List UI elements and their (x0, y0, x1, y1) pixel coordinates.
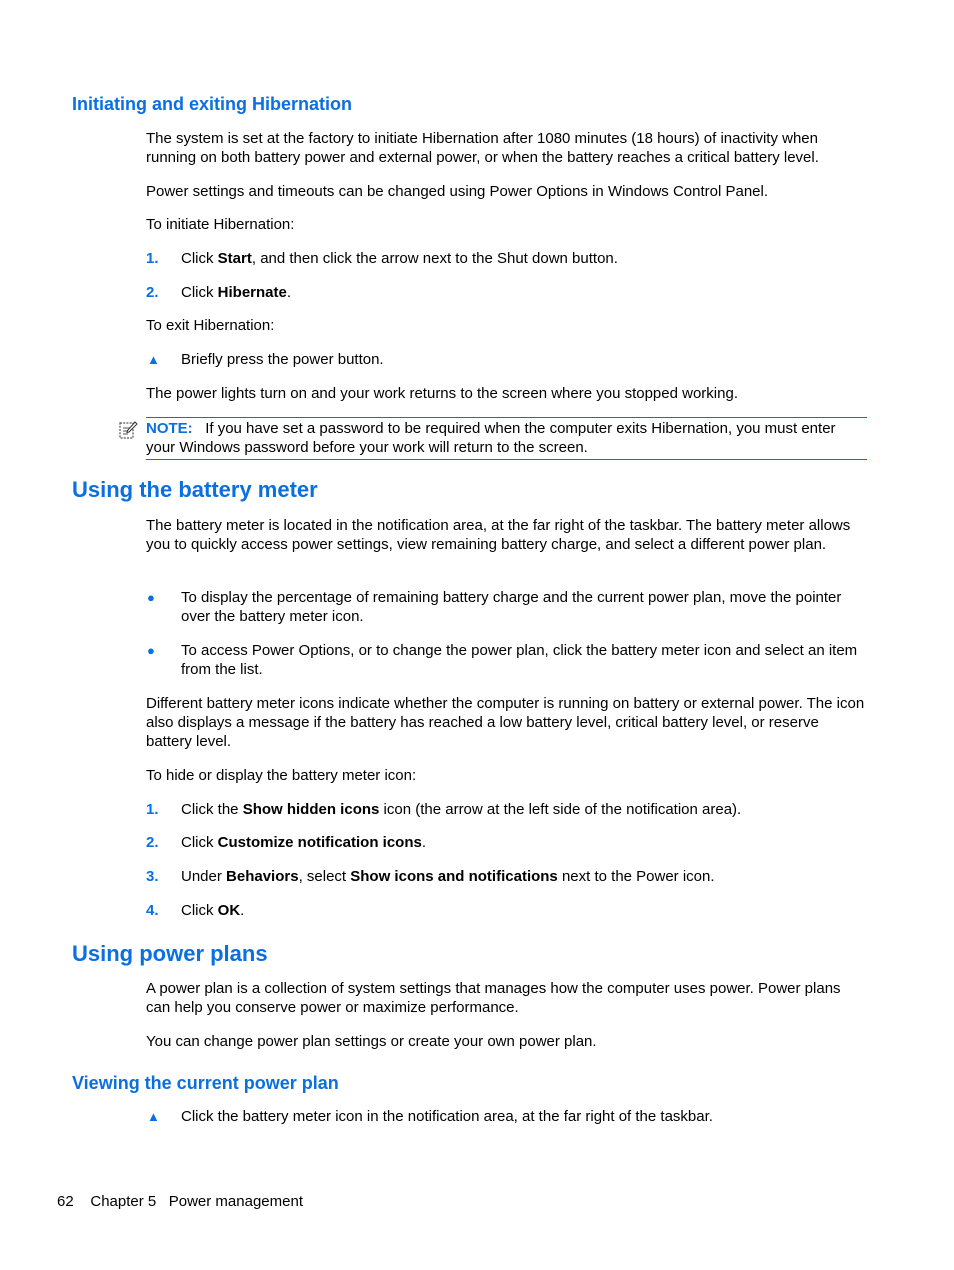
step-text: next to the Power icon. (557, 868, 715, 885)
hibernation-step-1 (181, 249, 867, 268)
step-text: Click (181, 834, 218, 851)
page-number: 62 (57, 1193, 74, 1210)
heading-using-battery-meter: Using the battery meter (72, 477, 318, 502)
step-number: 1. (146, 801, 159, 818)
battery-step-2 (181, 833, 867, 852)
hibernation-paragraph-2: Power settings and timeouts can be changed using Power Options in Windows Control Panel. (146, 183, 769, 200)
step-number: 1. (146, 250, 159, 267)
exit-intro: To exit Hibernation: (146, 317, 275, 334)
hibernation-step-2 (181, 283, 867, 302)
battery-meter-bullet-1: To display the percentage of remaining battery charge and the current power plan, move the pointer over the battery meter icon. (181, 589, 842, 625)
note-text: If you have set a password to be required when the computer exits Hibernation, you must enter your Windows password before your work will return to the screen. (146, 420, 836, 456)
heading-viewing-current-power-plan: Viewing the current power plan (72, 1073, 339, 1093)
step-text: , select (298, 868, 351, 885)
note-content (146, 419, 867, 457)
step-bold: OK (217, 902, 241, 919)
step-text: , and then click the arrow next to the Shut down button. (251, 250, 618, 267)
note-icon (118, 420, 138, 440)
battery-meter-paragraph-2: Different battery meter icons indicate whether the computer is running on battery or external power. The icon also displays a message if the battery has reached a low battery level, critical battery level, or reserve battery level. (146, 695, 865, 750)
step-bold: Behaviors (226, 868, 299, 885)
battery-step-4 (181, 901, 867, 920)
hibernation-paragraph-1: The system is set at the factory to initiate Hibernation after 1080 minutes (18 hours) of inactivity when running on both battery power and external power, or when the battery reaches a critical battery level. (146, 130, 819, 166)
battery-step-1 (181, 800, 867, 819)
step-text: Click (181, 250, 218, 267)
step-text: icon (the arrow at the left side of the notification area). (379, 801, 742, 818)
heading-using-power-plans: Using power plans (72, 941, 268, 966)
step-text: . (286, 284, 292, 301)
step-text: Click (181, 902, 218, 919)
step-text: Under (181, 868, 227, 885)
heading-initiating-exiting-hibernation: Initiating and exiting Hibernation (72, 94, 353, 114)
triangle-marker-icon: ▲ (147, 1109, 160, 1124)
note-label: NOTE: (146, 420, 193, 437)
bullet-icon: ● (147, 590, 155, 605)
footer-title: Power management (168, 1193, 303, 1210)
battery-step-3 (181, 867, 867, 886)
power-plans-paragraph-1: A power plan is a collection of system settings that manages how the computer uses power. Power plans can help you conserve power or maximize performance. (146, 980, 841, 1016)
step-bold: Show icons and notifications (350, 868, 558, 885)
footer-chapter: Chapter 5 (90, 1193, 157, 1210)
power-plans-paragraph-2: You can change power plan settings or create your own power plan. (146, 1033, 597, 1050)
step-bold: Hibernate (217, 284, 287, 301)
step-text: Click the (181, 801, 243, 818)
step-text: . (421, 834, 427, 851)
step-bold: Start (217, 250, 252, 267)
step-bold: Show hidden icons (242, 801, 380, 818)
hide-display-intro: To hide or display the battery meter icon: (146, 767, 417, 784)
step-text: . (240, 902, 245, 919)
step-number: 2. (146, 834, 159, 851)
view-plan-step: Click the battery meter icon in the notification area, at the far right of the taskbar. (181, 1108, 713, 1125)
note-box (146, 417, 867, 460)
battery-meter-paragraph-1: The battery meter is located in the notification area, at the far right of the taskbar. The battery meter allows you to quickly access power settings, view remaining battery charge, and select a different power plan. (146, 517, 851, 553)
step-number: 3. (146, 868, 159, 885)
step-bold: Customize notification icons (217, 834, 422, 851)
hibernation-paragraph-3: The power lights turn on and your work returns to the screen where you stopped working. (146, 385, 738, 402)
footer (57, 1192, 303, 1211)
step-number: 2. (146, 284, 159, 301)
step-number: 4. (146, 902, 159, 919)
battery-meter-bullet-2: To access Power Options, or to change the power plan, click the battery meter icon and select an item from the list. (181, 642, 858, 678)
exit-step: Briefly press the power button. (181, 351, 384, 368)
triangle-marker-icon: ▲ (147, 352, 160, 367)
initiate-intro: To initiate Hibernation: (146, 216, 295, 233)
step-text: Click (181, 284, 218, 301)
bullet-icon: ● (147, 643, 155, 658)
